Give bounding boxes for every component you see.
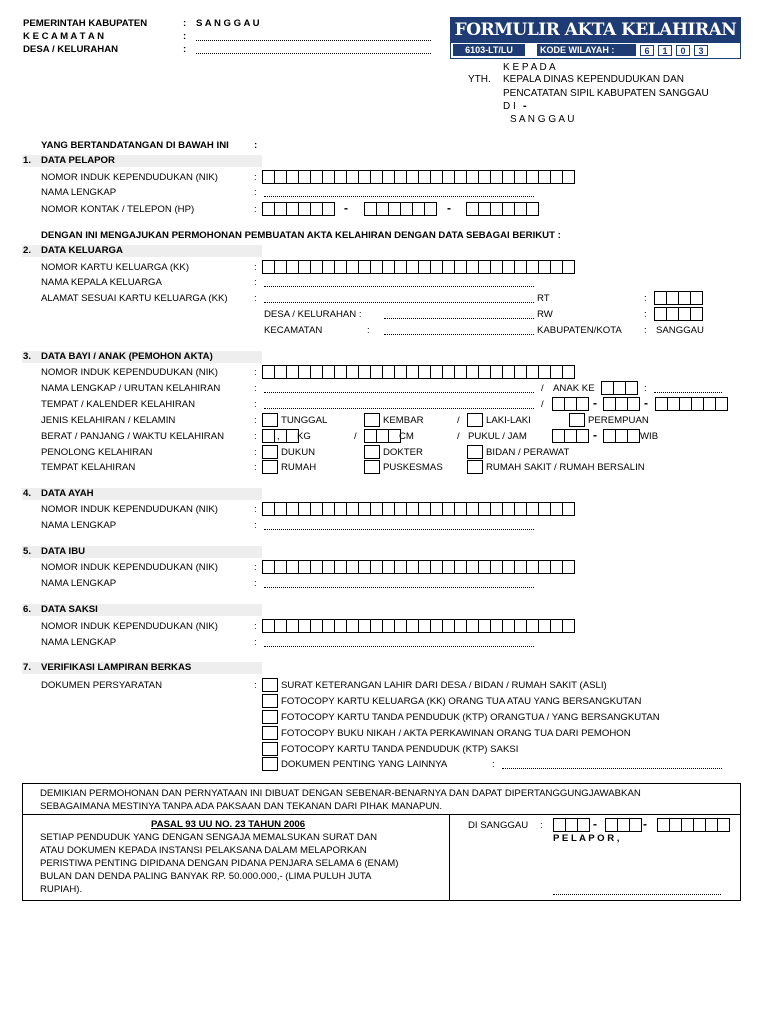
pasal-line: ATAU DOKUMEN KEPADA INSTANSI PELAKSANA DALAM MELAPORKAN: [40, 845, 367, 856]
kg-label: KG: [297, 431, 311, 442]
kode-digit: 1: [658, 45, 672, 56]
bayi-nik-cells[interactable]: [262, 365, 574, 379]
tempat-tgl-label: TEMPAT / KALENDER KELAHIRAN: [41, 399, 196, 410]
section-number: 2.: [23, 245, 32, 256]
anak-ke-cells[interactable]: [601, 381, 637, 395]
lampiran-checkbox-5[interactable]: [262, 742, 278, 756]
statement-line1: DEMIKIAN PERMOHONAN DAN PERNYATAAN INI DIBUAT DENGAN SEBENAR-BENARNYA DAN DAPAT DIPERTANGGUNGJAWABKAN: [40, 788, 641, 799]
kabupaten-label: KABUPATEN/KOTA: [537, 325, 622, 336]
colon: :: [254, 637, 257, 648]
form-title: FORMULIR AKTA KELAHIRAN: [451, 18, 740, 43]
lampiran-item-1: SURAT KETERANGAN LAHIR DARI DESA / BIDAN / RUMAH SAKIT (ASLI): [281, 680, 607, 691]
bayi-nama-label: NAMA LENGKAP / URUTAN KELAHIRAN: [41, 383, 221, 394]
desa-kelurahan-label: DESA / KELURAHAN :: [264, 309, 362, 320]
pasal-line: SETIAP PENDUDUK YANG DENGAN SENGAJA MEMALSUKAN SURAT DAN: [40, 832, 378, 843]
pelapor-nama-field[interactable]: [264, 196, 534, 197]
pasal-line: RUPIAH).: [40, 884, 83, 895]
dokter-label: DOKTER: [383, 447, 423, 458]
section5-title: DATA IBU: [41, 546, 86, 557]
saksi-nik-cells[interactable]: [262, 619, 574, 633]
tunggal-label: TUNGGAL: [281, 415, 328, 426]
tgl-lahir-day-cells[interactable]: [552, 397, 588, 411]
ibu-nik-label: NOMOR INDUK KEPENDUDUKAN (NIK): [41, 562, 218, 573]
section1-title: DATA PELAPOR: [41, 155, 115, 166]
colon: :: [254, 262, 257, 273]
slash: /: [354, 431, 357, 442]
section-number: 3.: [23, 351, 32, 362]
kepada-place: S A N G G A U: [510, 114, 575, 125]
dash: -: [447, 201, 451, 215]
yth-label: YTH.: [468, 74, 491, 85]
panjang-cells[interactable]: [364, 429, 400, 443]
colon: :: [254, 399, 257, 410]
form-title-box: [450, 17, 741, 59]
pasal-title: PASAL 93 UU NO. 23 TAHUN 2006: [151, 819, 306, 830]
berat-label: BERAT / PANJANG / WAKTU KELAHIRAN: [41, 431, 225, 442]
bayi-nik-label: NOMOR INDUK KEPENDUDUKAN (NIK): [41, 367, 218, 378]
kepada-line2: PENCATATAN SIPIL KABUPATEN SANGGAU: [503, 88, 709, 99]
ayah-nama-field[interactable]: [264, 529, 534, 530]
pukul-label: PUKUL / JAM: [468, 431, 527, 442]
dokumen-label: DOKUMEN PERSYARATAN: [41, 680, 163, 691]
rw-label: RW: [537, 309, 553, 320]
kepala-keluarga-field[interactable]: [264, 286, 534, 287]
pelapor-kontak-cells-3[interactable]: [466, 202, 538, 216]
statement-divider: [23, 814, 740, 815]
penolong-label: PENOLONG KELAHIRAN: [41, 447, 153, 458]
dash: -: [344, 201, 348, 215]
slash: /: [457, 431, 460, 442]
lampiran-item-5: FOTOCOPY KARTU TANDA PENDUDUK (KTP) SAKSI: [281, 744, 519, 755]
colon: :: [254, 140, 258, 151]
tgl-lahir-year-cells[interactable]: [655, 397, 727, 411]
colon: :: [644, 383, 647, 394]
kepada-label: K E P A D A: [503, 62, 556, 73]
colon: :: [254, 562, 257, 573]
colon: :: [254, 383, 257, 394]
pemerintah-value: S A N G G A U: [196, 18, 260, 29]
comma: ,: [277, 431, 280, 442]
ibu-nama-field[interactable]: [264, 587, 534, 588]
colon: :: [254, 447, 257, 458]
colon: :: [254, 204, 257, 215]
pelapor-kontak-label: NOMOR KONTAK / TELEPON (HP): [41, 204, 195, 215]
dash: -: [593, 396, 597, 410]
menit-cells[interactable]: [603, 429, 639, 443]
section4-title: DATA AYAH: [41, 488, 94, 499]
colon: :: [644, 309, 647, 320]
pelapor-label: P E L A P O R ,: [553, 833, 620, 844]
desa-kelurahan-field[interactable]: [384, 318, 534, 319]
lampiran-checkbox-2[interactable]: [262, 694, 278, 708]
section-number: 1.: [23, 155, 32, 166]
saksi-nama-label: NAMA LENGKAP: [41, 637, 117, 648]
di-dash: -: [523, 100, 527, 112]
ibu-nik-cells[interactable]: [262, 560, 574, 574]
dukun-label: DUKUN: [281, 447, 316, 458]
alamat-label: ALAMAT SESUAI KARTU KELUARGA (KK): [41, 293, 228, 304]
colon: :: [254, 187, 257, 198]
desa-label: DESA / KELURAHAN: [23, 44, 119, 55]
lampiran-checkbox-1[interactable]: [262, 678, 278, 692]
di-sanggau-label: DI SANGGAU: [468, 820, 529, 831]
colon: :: [183, 31, 187, 42]
colon: :: [254, 504, 257, 515]
tgl-lahir-month-cells[interactable]: [603, 397, 639, 411]
tempat-kelahiran-label: TEMPAT KELAHIRAN: [41, 462, 136, 473]
dukun-checkbox[interactable]: [262, 445, 278, 459]
saksi-nik-label: NOMOR INDUK KEPENDUDUKAN (NIK): [41, 621, 218, 632]
kk-label: NOMOR KARTU KELUARGA (KK): [41, 262, 190, 273]
perempuan-checkbox[interactable]: [569, 413, 585, 427]
kecamatan-field[interactable]: [196, 40, 431, 41]
kepada-line1: KEPALA DINAS KEPENDUDUKAN DAN: [503, 74, 684, 85]
di-label: D I: [503, 101, 516, 112]
request-statement: DENGAN INI MENGAJUKAN PERMOHONAN PEMBUATAN AKTA KELAHIRAN DENGAN DATA SEBAGAI BERIKUT :: [41, 230, 561, 241]
sign-day-cells[interactable]: [553, 818, 589, 832]
bidan-label: BIDAN / PERAWAT: [486, 447, 570, 458]
colon: :: [254, 172, 257, 183]
wib-label: WIB: [640, 431, 659, 442]
dokter-checkbox[interactable]: [364, 445, 380, 459]
colon: :: [254, 621, 257, 632]
sign-year-cells[interactable]: [657, 818, 729, 832]
jam-cells[interactable]: [552, 429, 588, 443]
pelapor-nama-label: NAMA LENGKAP: [41, 187, 117, 198]
kembar-checkbox[interactable]: [364, 413, 380, 427]
signature-line[interactable]: [553, 894, 721, 895]
cm-label: CM: [399, 431, 414, 442]
rt-label: RT: [537, 293, 550, 304]
colon: :: [254, 367, 257, 378]
slash: /: [541, 399, 544, 410]
colon: :: [492, 759, 495, 770]
lampiran-checkbox-3[interactable]: [262, 710, 278, 724]
rw-cells[interactable]: [654, 307, 702, 321]
ayah-nik-cells[interactable]: [262, 502, 574, 516]
saksi-nama-field[interactable]: [264, 646, 534, 647]
colon: :: [254, 277, 257, 288]
puskesmas-checkbox[interactable]: [364, 460, 380, 474]
kembar-label: KEMBAR: [383, 415, 424, 426]
kecamatan2-field[interactable]: [384, 334, 534, 335]
dash: -: [644, 396, 648, 410]
lampiran-checkbox-6[interactable]: [262, 757, 278, 771]
section-number: 6.: [23, 604, 32, 615]
section-number: 5.: [23, 546, 32, 557]
dash: -: [643, 817, 647, 831]
lampiran-item-2: FOTOCOPY KARTU KELUARGA (KK) ORANG TUA ATAU YANG BERSANGKUTAN: [281, 696, 642, 707]
lampiran-item-6: DOKUMEN PENTING YANG LAINNYA: [281, 759, 448, 770]
kabupaten-value: SANGGAU: [656, 325, 704, 336]
section7-title: VERIFIKASI LAMPIRAN BERKAS: [41, 662, 192, 673]
section-number: 4.: [23, 488, 32, 499]
kecamatan2-label: KECAMATAN: [264, 325, 323, 336]
intro-text: YANG BERTANDATANGAN DI BAWAH INI: [41, 140, 229, 151]
anak-ke-field[interactable]: [654, 392, 722, 393]
colon: :: [254, 415, 257, 426]
ibu-nama-label: NAMA LENGKAP: [41, 578, 117, 589]
pelapor-nik-label: NOMOR INDUK KEPENDUDUKAN (NIK): [41, 172, 218, 183]
section6-title: DATA SAKSI: [41, 604, 98, 615]
kk-cells[interactable]: [262, 260, 574, 274]
statement-box: [22, 783, 741, 901]
ayah-nama-label: NAMA LENGKAP: [41, 520, 117, 531]
sign-month-cells[interactable]: [605, 818, 641, 832]
slash: /: [457, 415, 460, 426]
bayi-nama-field[interactable]: [264, 392, 534, 393]
rt-cells[interactable]: [654, 291, 702, 305]
pasal-line: BULAN DAN DENDA PALING BANYAK RP. 50.000.000,- (LIMA PULUH JUTA: [40, 871, 372, 882]
pelapor-kontak-cells-1[interactable]: [262, 202, 334, 216]
kode-digit: 6: [640, 45, 654, 56]
colon: :: [254, 462, 257, 473]
colon: :: [644, 293, 647, 304]
colon: :: [254, 680, 257, 691]
berat-cells[interactable]: [262, 429, 298, 443]
rs-label: RUMAH SAKIT / RUMAH BERSALIN: [486, 462, 645, 473]
lampiran-checkbox-4[interactable]: [262, 726, 278, 740]
section-number: 7.: [23, 662, 32, 673]
lampiran-item-4: FOTOCOPY BUKU NIKAH / AKTA PERKAWINAN ORANG TUA DARI PEMOHON: [281, 728, 631, 739]
laki-label: LAKI-LAKI: [486, 415, 531, 426]
jenis-label: JENIS KELAHIRAN / KELAMIN: [41, 415, 176, 426]
pasal-line: PERISTIWA PENTING DIPIDANA DENGAN PIDANA PENJARA SELAMA 6 (ENAM): [40, 858, 399, 869]
statement-line2: SEBAGAIMANA MESTINYA TANPA ADA PAKSAAN DAN TEKANAN DARI PIHAK MANAPUN.: [40, 801, 442, 812]
pelapor-kontak-cells-2[interactable]: [364, 202, 436, 216]
dash: -: [593, 428, 597, 442]
bidan-checkbox[interactable]: [467, 445, 483, 459]
colon: :: [254, 520, 257, 531]
colon: :: [254, 431, 257, 442]
colon: :: [254, 578, 257, 589]
form-code: 6103-LT/LU: [453, 44, 525, 56]
code-row: [451, 43, 740, 58]
kecamatan-label: K E C A M A T A N: [23, 31, 105, 42]
dokumen-lainnya-field[interactable]: [502, 768, 722, 769]
ayah-nik-label: NOMOR INDUK KEPENDUDUKAN (NIK): [41, 504, 218, 515]
perempuan-label: PEREMPUAN: [588, 415, 649, 426]
laki-checkbox[interactable]: [467, 413, 483, 427]
section3-title: DATA BAYI / ANAK (PEMOHON AKTA): [41, 351, 213, 362]
lampiran-item-3: FOTOCOPY KARTU TANDA PENDUDUK (KTP) ORANGTUA / YANG BERSANGKUTAN: [281, 712, 660, 723]
anak-ke-label: ANAK KE: [553, 383, 595, 394]
tunggal-checkbox[interactable]: [262, 413, 278, 427]
alamat-field[interactable]: [264, 302, 534, 303]
dash: -: [593, 817, 597, 831]
puskesmas-label: PUSKESMAS: [383, 462, 443, 473]
colon: :: [644, 325, 647, 336]
colon: :: [183, 18, 187, 29]
rumah-label: RUMAH: [281, 462, 317, 473]
kode-digit: 3: [694, 45, 708, 56]
statement-divider-vertical: [449, 814, 450, 900]
colon: :: [254, 293, 257, 304]
kode-digit: 0: [676, 45, 690, 56]
tempat-lahir-field[interactable]: [264, 408, 534, 409]
pelapor-nik-cells[interactable]: [262, 170, 574, 184]
kode-wilayah-label: KODE WILAYAH :: [537, 44, 636, 56]
kepala-keluarga-label: NAMA KEPALA KELUARGA: [41, 277, 162, 288]
pemerintah-label: PEMERINTAH KABUPATEN: [23, 18, 148, 29]
colon: :: [367, 325, 370, 336]
section2-title: DATA KELUARGA: [41, 245, 123, 256]
desa-field[interactable]: [196, 53, 431, 54]
rumah-checkbox[interactable]: [262, 460, 278, 474]
rs-checkbox[interactable]: [467, 460, 483, 474]
slash: /: [541, 383, 544, 394]
colon: :: [183, 44, 187, 55]
colon: :: [540, 820, 543, 831]
